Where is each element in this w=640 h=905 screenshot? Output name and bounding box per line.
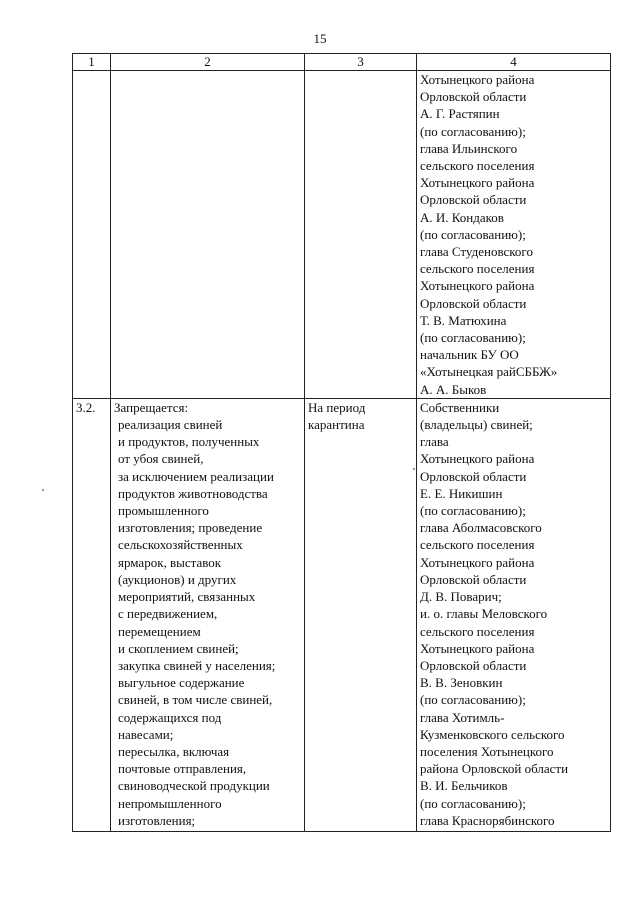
text-line: Орловской области: [420, 571, 527, 587]
text-line: Орловской области: [420, 468, 527, 484]
text-line: глава: [420, 434, 449, 450]
text-line: непромышленного: [118, 795, 222, 811]
scan-speck: [413, 468, 415, 470]
term-lines: [308, 399, 413, 433]
text-line: Орловской области: [420, 192, 527, 208]
text-line: (по согласованию);: [420, 330, 526, 346]
header-col-3: 3: [305, 54, 417, 71]
text-line: Т. В. Матюхина: [420, 312, 507, 328]
text-line: (по согласованию);: [420, 123, 526, 139]
header-col-2: 2: [111, 54, 305, 71]
text-line: пересылка, включая: [118, 743, 230, 759]
text-line: «Хотынецкая райСББЖ»: [420, 364, 558, 380]
header-col-1: 1: [73, 54, 111, 71]
cell-continuation-number: [73, 71, 111, 399]
cell-measure: [111, 398, 305, 831]
text-line: района Орловской области: [420, 761, 569, 777]
text-line: от убоя свиней,: [118, 451, 204, 467]
text-line: свиноводческой продукции: [118, 778, 270, 794]
text-line: сельского поселения: [420, 623, 535, 639]
text-line: Хотынецкого района: [420, 278, 535, 294]
table-header-row: [73, 54, 611, 71]
text-line: сельского поселения: [420, 537, 535, 553]
text-line: глава Хотимль-: [420, 709, 505, 725]
text-line: Хотынецкого района: [420, 451, 535, 467]
text-line: Д. В. Поварич;: [420, 589, 502, 605]
text-line: (по согласованию);: [420, 692, 526, 708]
text-line: Хотынецкого района: [420, 640, 535, 656]
text-line: А. А. Быков: [420, 381, 487, 397]
text-line: свиней, в том числе свиней,: [118, 692, 273, 708]
measure-lines: [114, 399, 301, 829]
text-line: навесами;: [118, 726, 174, 742]
document-table: [72, 53, 611, 832]
cell-row-number: 3.2.: [73, 398, 111, 831]
text-line: и. о. главы Меловского: [420, 606, 548, 622]
text-line: Запрещается:: [114, 399, 189, 415]
text-line: начальник БУ ОО: [420, 347, 519, 363]
continuation-responsible-lines: [420, 71, 607, 398]
text-line: карантина: [308, 417, 365, 433]
responsible-lines: [420, 399, 607, 829]
text-line: На период: [308, 399, 366, 415]
text-line: В. В. Зеновкин: [420, 675, 503, 691]
text-line: промышленного: [118, 503, 209, 519]
text-line: сельскохозяйственных: [118, 537, 243, 553]
text-line: поселения Хотынецкого: [420, 743, 554, 759]
cell-continuation-term: [305, 71, 417, 399]
text-line: с передвижением,: [118, 606, 218, 622]
text-line: закупка свиней у населения;: [118, 657, 276, 673]
text-line: глава Студеновского: [420, 244, 533, 260]
text-line: Хотынецкого района: [420, 554, 535, 570]
text-line: глава Краснорябинского: [420, 812, 555, 828]
text-line: сельского поселения: [420, 158, 535, 174]
cell-term: [305, 398, 417, 831]
text-line: Собственники: [420, 399, 500, 415]
text-line: почтовые отправления,: [118, 761, 247, 777]
text-line: за исключением реализации: [118, 468, 274, 484]
text-line: (по согласованию);: [420, 795, 526, 811]
header-col-4: 4: [417, 54, 611, 71]
text-line: реализация свиней: [118, 417, 223, 433]
text-line: перемещением: [118, 623, 201, 639]
text-line: (по согласованию);: [420, 226, 526, 242]
text-line: изготовления;: [118, 812, 196, 828]
text-line: и скоплением свиней;: [118, 640, 239, 656]
text-line: А. Г. Растяпин: [420, 106, 500, 122]
table-row-3-2: [73, 398, 611, 831]
cell-continuation-responsible: [417, 71, 611, 399]
cell-continuation-measure: [111, 71, 305, 399]
text-line: глава Аболмасовского: [420, 520, 542, 536]
text-line: глава Ильинского: [420, 140, 518, 156]
page-number: 15: [313, 31, 327, 46]
text-line: Хотынецкого района: [420, 175, 535, 191]
text-line: (аукционов) и других: [118, 571, 237, 587]
text-line: выгульное содержание: [118, 675, 245, 691]
text-line: (владельцы) свиней;: [420, 417, 533, 433]
text-line: Орловской области: [420, 295, 527, 311]
text-line: Кузменковского сельского: [420, 726, 565, 742]
text-line: и продуктов, полученных: [118, 434, 260, 450]
text-line: изготовления; проведение: [118, 520, 263, 536]
text-line: продуктов животноводства: [118, 485, 268, 501]
text-line: Орловской области: [420, 89, 527, 105]
cell-responsible: [417, 398, 611, 831]
text-line: Орловской области: [420, 657, 527, 673]
text-line: Е. Е. Никишин: [420, 485, 503, 501]
text-line: сельского поселения: [420, 261, 535, 277]
text-line: А. И. Кондаков: [420, 209, 504, 225]
text-line: (по согласованию);: [420, 503, 526, 519]
text-line: В. И. Бельчиков: [420, 778, 508, 794]
text-line: ярмарок, выставок: [118, 554, 222, 570]
text-line: Хотынецкого района: [420, 72, 535, 87]
table-row-continuation: [73, 71, 611, 399]
scan-speck: [42, 489, 44, 491]
text-line: содержащихся под: [118, 709, 222, 725]
text-line: мероприятий, связанных: [118, 589, 256, 605]
